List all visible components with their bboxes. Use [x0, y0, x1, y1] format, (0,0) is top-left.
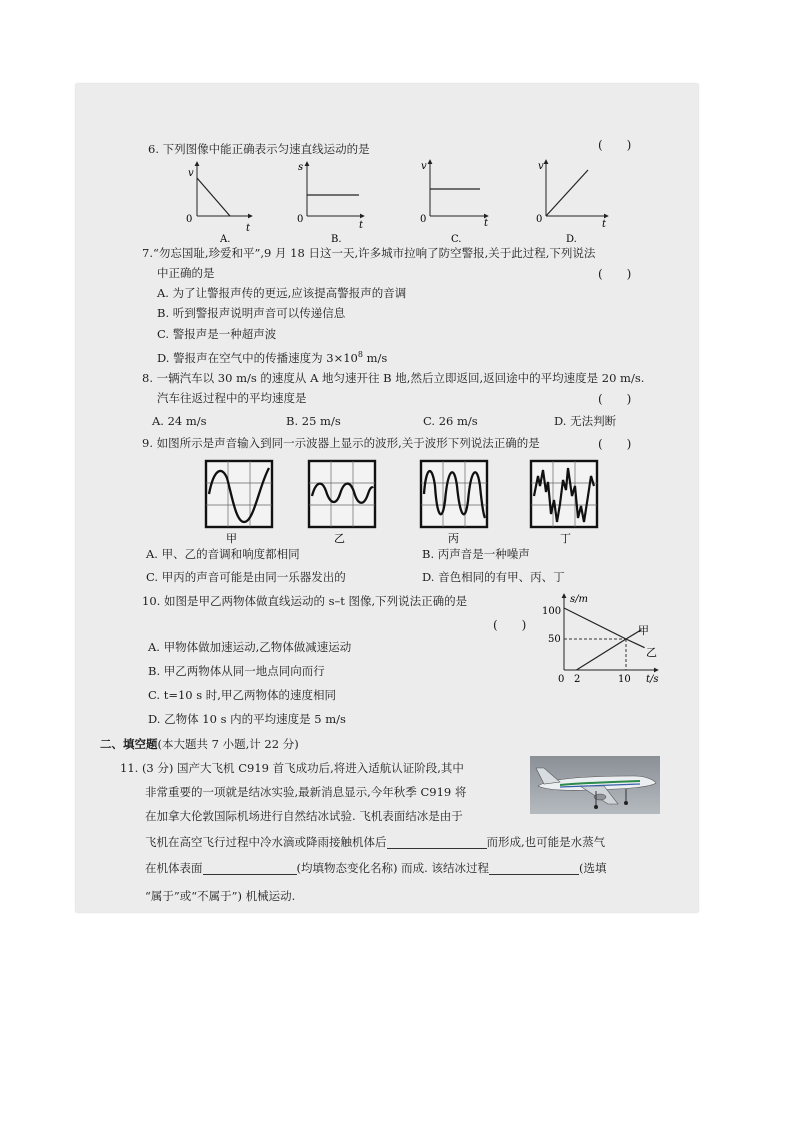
- q7-option-a: A. 为了让警报声传的更远,应该提高警报声的音调: [157, 286, 407, 300]
- q7-stem-line1: 7.“勿忘国耻,珍爱和平”,9 月 18 日这一天,许多城市拉响了防空警报,关于此过程,下列说法: [142, 246, 596, 260]
- q6d-option: D.: [566, 234, 577, 245]
- q10-option-c: C. t=10 s 时,甲乙两物体的速度相同: [148, 688, 336, 702]
- waveform-ding: [531, 461, 597, 545]
- q8-option-a: A. 24 m/s: [152, 414, 207, 428]
- q6d-xlabel: t: [602, 219, 607, 230]
- q6a-option: A.: [220, 234, 231, 245]
- q6a-origin: 0: [186, 214, 193, 225]
- q8-stem-line2: 汽车往返过程中的平均速度是: [157, 391, 307, 405]
- q11-blank-1[interactable]: [387, 836, 487, 849]
- q7-answer-paren: ( ): [598, 267, 632, 281]
- q10-option-b: B. 甲乙两物体从同一地点同向而行: [148, 664, 325, 678]
- waveform-bing: [421, 461, 487, 545]
- waveform-label-ding: 丁: [560, 532, 571, 545]
- q9-option-a: A. 甲、乙的音调和响度都相同: [146, 547, 300, 561]
- c919-airplane-photo: [530, 756, 660, 814]
- q6c-xlabel: t: [484, 218, 489, 229]
- section2-heading: 二、填空题(本大题共 7 小题,计 22 分): [100, 737, 299, 751]
- q11-line2: 非常重要的一项就是结冰实验,最新消息显示,今年秋季 C919 将: [145, 785, 467, 799]
- q10-option-d: D. 乙物体 10 s 内的平均速度是 5 m/s: [148, 712, 346, 726]
- q10-line-jia: [564, 608, 626, 639]
- q9-option-d: D. 音色相同的有甲、丙、丁: [422, 570, 565, 584]
- q6a-xlabel: t: [246, 223, 251, 234]
- q11-line6: “属于”或“不属于”) 机械运动.: [145, 889, 296, 903]
- q6-graphs: [76, 156, 698, 246]
- waveform-label-jia: 甲: [226, 532, 237, 545]
- q8-option-d: D. 无法判断: [554, 414, 617, 428]
- q10-xlabel: t/s: [646, 674, 659, 685]
- q10-xtick-10: 10: [618, 674, 631, 685]
- q10-ylabel: s/m: [570, 594, 588, 605]
- q7-stem-line2: 中正确的是: [157, 266, 215, 280]
- q11-line5: 在机体表面 (均填物态变化名称) 而成. 该结冰过程 (选填: [145, 861, 607, 875]
- waveform-yi: [309, 461, 375, 545]
- q6d-line: [546, 170, 588, 216]
- q10-ytick-100: 100: [542, 606, 562, 617]
- q8-answer-paren: ( ): [598, 392, 632, 406]
- waveform-label-bing: 丙: [448, 532, 459, 545]
- q6c-ylabel: v: [421, 161, 427, 172]
- q6-graph-a: [186, 162, 252, 245]
- q6-stem: 6. 下列图像中能正确表示匀速直线运动的是: [148, 142, 370, 156]
- q6b-origin: 0: [297, 214, 304, 225]
- q6c-option: C.: [451, 234, 462, 245]
- q9-option-b: B. 丙声音是一种噪声: [422, 547, 530, 561]
- q11-line1: 11. (3 分) 国产大飞机 C919 首飞成功后,将进入适航认证阶段,其中: [120, 761, 464, 775]
- q6-answer-paren: ( ): [598, 138, 632, 152]
- q6d-ylabel: v: [538, 161, 544, 172]
- waveform-label-yi: 乙: [334, 532, 345, 545]
- q8-option-c: C. 26 m/s: [423, 414, 478, 428]
- q9-oscilloscope-figures: [76, 456, 698, 546]
- q6b-option: B.: [331, 234, 342, 245]
- q11-blank-2[interactable]: [203, 862, 297, 875]
- q10-ytick-50: 50: [548, 634, 561, 645]
- q11-line4: 飞机在高空飞行过程中冷水滴或降雨接触机体后 而形成,也可能是水蒸气: [145, 835, 606, 849]
- q10-st-graph: [538, 588, 698, 688]
- q10-line-yi: [576, 639, 626, 670]
- q6-graph-c: [420, 160, 489, 245]
- q11-line3: 在加拿大伦敦国际机场进行自然结冰试验. 飞机表面结冰是由于: [145, 809, 463, 823]
- q6-graph-d: [536, 160, 608, 245]
- q6-graph-b: [297, 162, 364, 245]
- exam-sheet: [76, 84, 698, 912]
- q9-answer-paren: ( ): [598, 437, 632, 451]
- q6c-origin: 0: [420, 214, 427, 225]
- q8-stem-line1: 8. 一辆汽车以 30 m/s 的速度从 A 地匀速开往 B 地,然后立即返回,返回途中的平均速度是 20 m/s.: [142, 371, 645, 385]
- q6b-xlabel: t: [359, 220, 364, 231]
- q6d-origin: 0: [536, 214, 543, 225]
- q10-stem: 10. 如图是甲乙两物体做直线运动的 s–t 图像,下列说法正确的是: [142, 594, 468, 608]
- q9-option-c: C. 甲丙的声音可能是由同一乐器发出的: [146, 570, 346, 584]
- q10-answer-paren: ( ): [493, 618, 527, 632]
- q7-option-d: D. 警报声在空气中的传播速度为 $3\times 10^8$ m/s: [157, 350, 388, 365]
- q10-line-yi-ext: [626, 639, 645, 648]
- q10-xtick-0: 0: [558, 674, 565, 685]
- q10-series-label-yi: 乙: [646, 646, 657, 659]
- q8-option-b: B. 25 m/s: [286, 414, 341, 428]
- q10-series-label-jia: 甲: [638, 624, 649, 637]
- q10-option-a: A. 甲物体做加速运动,乙物体做减速运动: [148, 640, 352, 654]
- waveform-jia: [206, 461, 272, 545]
- q7-option-c: C. 警报声是一种超声波: [157, 327, 277, 341]
- q7-option-b: B. 听到警报声说明声音可以传递信息: [157, 306, 346, 320]
- q6b-ylabel: s: [298, 162, 304, 173]
- q9-stem: 9. 如图所示是声音输入到同一示波器上显示的波形,关于波形下列说法正确的是: [142, 436, 540, 450]
- q6a-ylabel: v: [188, 168, 194, 179]
- q11-blank-3[interactable]: [489, 862, 579, 875]
- q6a-line: [197, 178, 230, 216]
- q10-xtick-2: 2: [574, 674, 581, 685]
